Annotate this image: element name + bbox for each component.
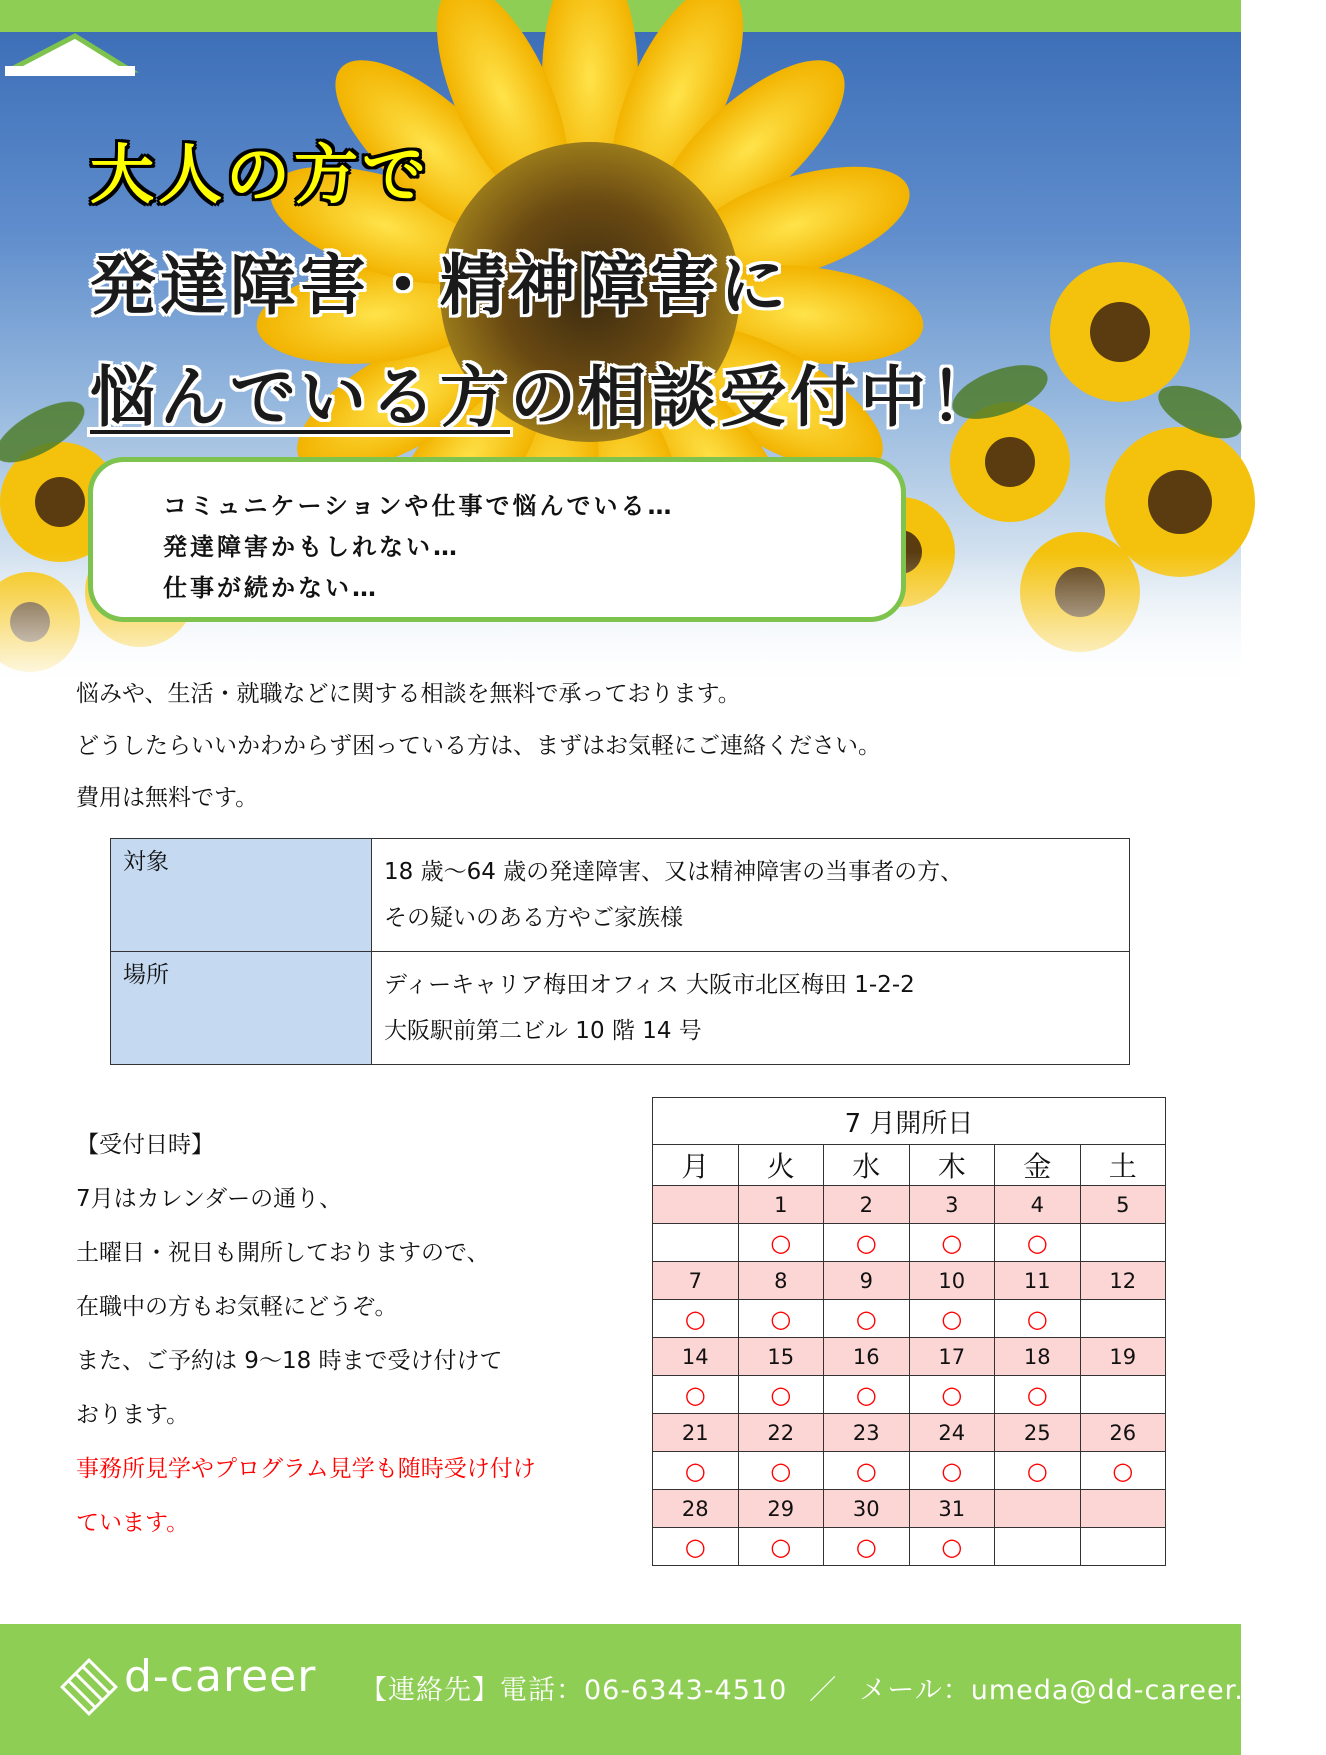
reception-line: また、ご予約は 9～18 時まで受け付けて [76, 1348, 503, 1374]
d-career-logo-icon [62, 1660, 116, 1714]
open-mark: ○ [653, 1300, 739, 1338]
calendar-day: 23 [824, 1414, 910, 1452]
headline-line-2: 発達障害・精神障害に [90, 247, 790, 324]
open-mark: ○ [824, 1528, 910, 1566]
open-mark: ○ [653, 1452, 739, 1490]
footer-bar [0, 1624, 1305, 1755]
reception-line: 土曜日・祝日も開所しておりますので、 [76, 1240, 490, 1266]
open-mark: ○ [995, 1376, 1081, 1414]
brand-name: d-career [124, 1651, 317, 1702]
calendar-day: 25 [995, 1414, 1081, 1452]
place-line: 大阪駅前第二ビル 10 階 14 号 [384, 1018, 702, 1044]
calendar-day: 1 [738, 1186, 824, 1224]
calendar-day: 8 [738, 1262, 824, 1300]
open-mark: ○ [909, 1224, 995, 1262]
open-mark: ○ [738, 1452, 824, 1490]
target-value [372, 839, 1130, 952]
reception-line: 在職中の方もお気軽にどうぞ。 [76, 1294, 398, 1320]
calendar-day [653, 1186, 739, 1224]
open-mark: ○ [995, 1300, 1081, 1338]
calendar-day: 28 [653, 1490, 739, 1528]
open-mark: ○ [824, 1300, 910, 1338]
email-contact[interactable]: メール：umeda@dd-career.com [859, 1675, 1305, 1706]
calendar-day: 5 [1080, 1186, 1166, 1224]
calendar-day: 15 [738, 1338, 824, 1376]
intro-line: 悩みや、生活・就職などに関する相談を無料で承っております。 [76, 681, 741, 707]
calendar-title: 7 月開所日 [653, 1098, 1166, 1145]
open-days-calendar [652, 1097, 1166, 1566]
reception-line: 7月はカレンダーの通り、 [76, 1186, 343, 1212]
open-mark: ○ [824, 1224, 910, 1262]
contact-info [360, 1668, 1326, 1707]
open-mark: ○ [738, 1300, 824, 1338]
weekday-header: 金 [995, 1145, 1081, 1186]
calendar-day: 18 [995, 1338, 1081, 1376]
target-line: 18 歳～64 歳の発達障害、又は精神障害の当事者の方、 [384, 859, 964, 885]
calendar-day: 19 [1080, 1338, 1166, 1376]
calendar-day: 16 [824, 1338, 910, 1376]
open-mark: ○ [909, 1300, 995, 1338]
weekday-header: 土 [1080, 1145, 1166, 1186]
calendar-day: 3 [909, 1186, 995, 1224]
speech-bubble [88, 457, 906, 622]
target-label: 対象 [111, 839, 372, 952]
intro-text [76, 668, 881, 824]
weekday-header: 木 [909, 1145, 995, 1186]
calendar-day: 17 [909, 1338, 995, 1376]
open-mark [1080, 1528, 1166, 1566]
reception-info [76, 1118, 536, 1550]
bubble-line: 仕事が続かない… [163, 574, 379, 602]
calendar-day: 30 [824, 1490, 910, 1528]
open-mark: ○ [738, 1376, 824, 1414]
open-mark: ○ [738, 1224, 824, 1262]
tour-notice-line: 事務所見学やプログラム見学も随時受け付け [76, 1456, 536, 1482]
calendar-day: 4 [995, 1186, 1081, 1224]
reception-line: おります。 [76, 1402, 190, 1428]
open-mark: ○ [909, 1452, 995, 1490]
headline-rest-text: の相談受付中！ [510, 359, 1000, 436]
open-mark: ○ [738, 1528, 824, 1566]
calendar-day: 10 [909, 1262, 995, 1300]
calendar-day: 21 [653, 1414, 739, 1452]
tour-notice-line: ています。 [76, 1510, 190, 1536]
open-mark: ○ [653, 1528, 739, 1566]
hero-banner [0, 32, 1241, 692]
contact-separator: ／ [809, 1675, 838, 1706]
calendar-day: 22 [738, 1414, 824, 1452]
bubble-line: コミュニケーションや仕事で悩んでいる… [163, 492, 675, 520]
calendar-day: 14 [653, 1338, 739, 1376]
weekday-header: 火 [738, 1145, 824, 1186]
info-table [110, 838, 1130, 1065]
open-mark [1080, 1376, 1166, 1414]
calendar-day: 9 [824, 1262, 910, 1300]
calendar-day [995, 1490, 1081, 1528]
reception-heading: 【受付日時】 [76, 1132, 214, 1158]
bubble-line: 発達障害かもしれない… [163, 533, 460, 561]
open-mark: ○ [909, 1376, 995, 1414]
open-mark: ○ [995, 1452, 1081, 1490]
calendar-day: 2 [824, 1186, 910, 1224]
open-mark [1080, 1300, 1166, 1338]
place-row [111, 952, 1130, 1065]
place-line: ディーキャリア梅田オフィス 大阪市北区梅田 1-2-2 [384, 972, 915, 998]
phone-contact: 【連絡先】電話：06-6343-4510 [360, 1675, 788, 1706]
open-mark: ○ [909, 1528, 995, 1566]
open-mark [1080, 1224, 1166, 1262]
calendar-day: 7 [653, 1262, 739, 1300]
headline-line-3 [90, 344, 1000, 439]
intro-line: 費用は無料です。 [76, 785, 259, 811]
speech-bubble-tail [0, 32, 140, 72]
intro-line: どうしたらいいかわからず困っている方は、まずはお気軽にご連絡ください。 [76, 733, 881, 759]
open-mark: ○ [653, 1376, 739, 1414]
place-value [372, 952, 1130, 1065]
place-label: 場所 [111, 952, 372, 1065]
headline-underlined-text: 悩んでいる方 [90, 359, 510, 436]
calendar-day: 11 [995, 1262, 1081, 1300]
calendar-day: 12 [1080, 1262, 1166, 1300]
target-line: その疑いのある方やご家族様 [384, 905, 683, 931]
weekday-header: 月 [653, 1145, 739, 1186]
open-mark: ○ [1080, 1452, 1166, 1490]
calendar-day: 29 [738, 1490, 824, 1528]
headline-line-1: 大人の方で [90, 139, 430, 213]
open-mark: ○ [824, 1452, 910, 1490]
open-mark: ○ [824, 1376, 910, 1414]
calendar-day: 26 [1080, 1414, 1166, 1452]
open-mark [995, 1528, 1081, 1566]
weekday-header: 水 [824, 1145, 910, 1186]
calendar-day: 31 [909, 1490, 995, 1528]
calendar-day: 24 [909, 1414, 995, 1452]
target-row [111, 839, 1130, 952]
calendar-day [1080, 1490, 1166, 1528]
open-mark: ○ [995, 1224, 1081, 1262]
open-mark [653, 1224, 739, 1262]
